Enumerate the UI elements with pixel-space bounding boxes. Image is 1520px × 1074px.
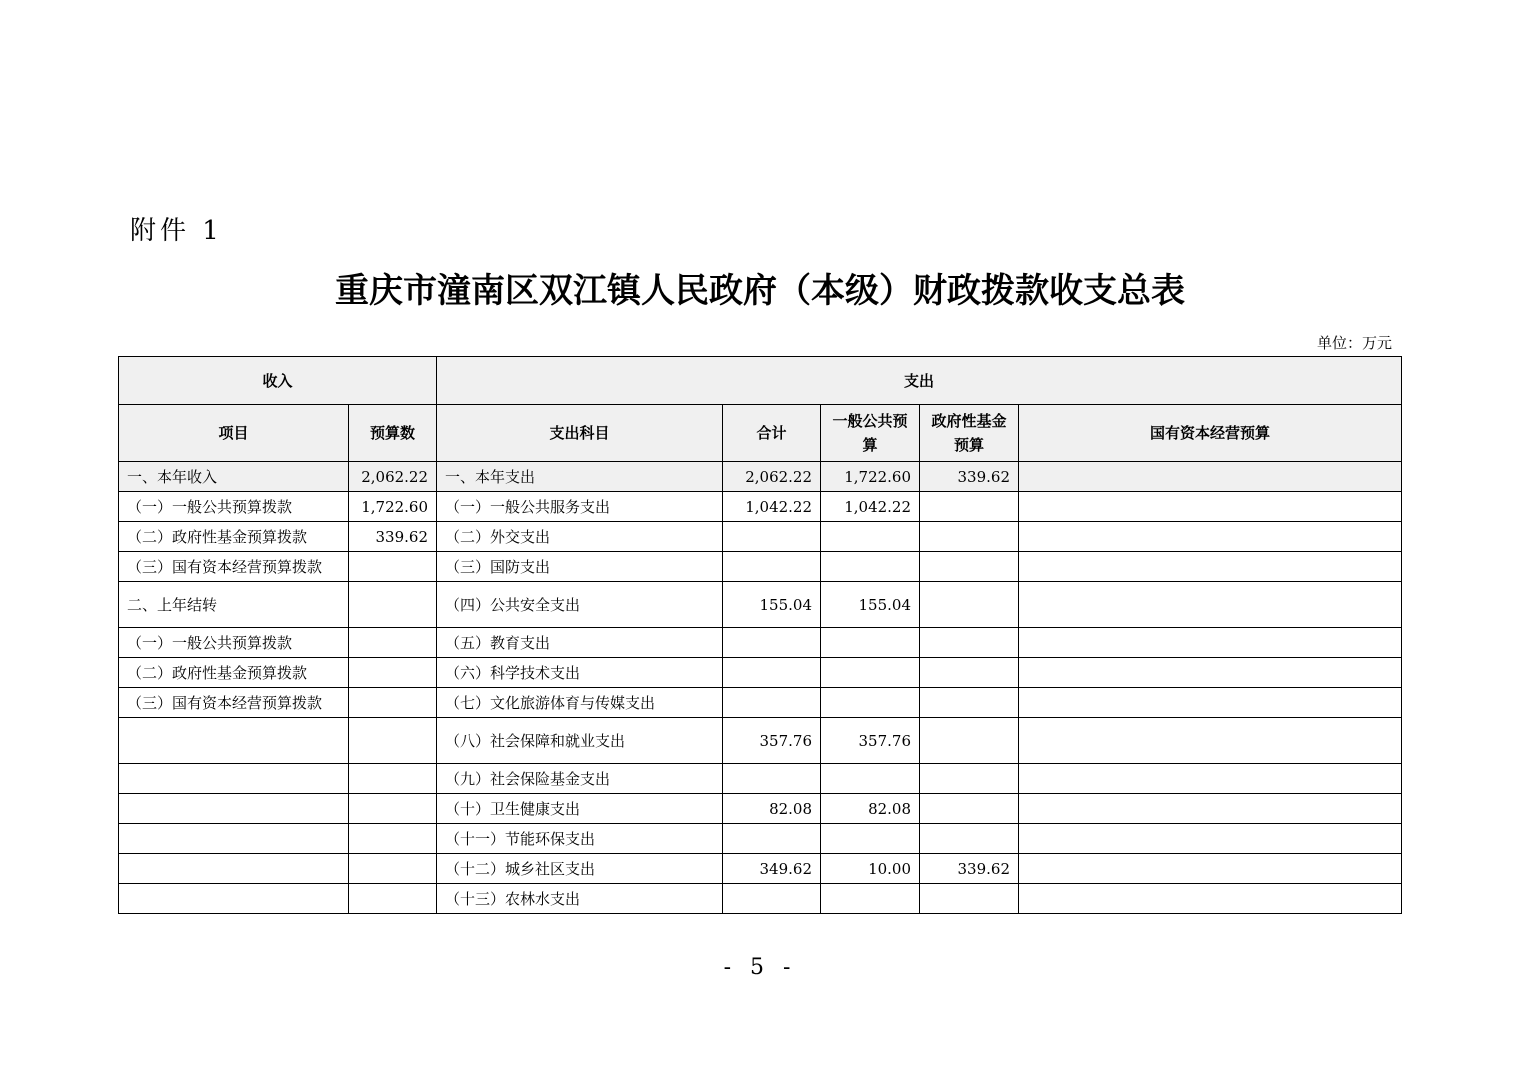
capital-cell	[1019, 462, 1402, 492]
table-row	[119, 824, 1402, 854]
budget-cell	[349, 794, 437, 824]
subject-cell: （一）一般公共服务支出	[437, 492, 723, 522]
total-cell	[723, 884, 821, 914]
page-number: - 5 -	[723, 955, 797, 980]
total-cell: 1,042.22	[723, 492, 821, 522]
budget-cell	[349, 688, 437, 718]
fund-cell	[920, 552, 1019, 582]
header-row-columns	[119, 405, 1402, 462]
income-item-cell	[119, 854, 349, 884]
income-item-cell	[119, 764, 349, 794]
budget-cell	[349, 884, 437, 914]
fund-cell	[920, 824, 1019, 854]
fund-cell	[920, 718, 1019, 764]
subject-cell: （十三）农林水支出	[437, 884, 723, 914]
table-row	[119, 854, 1402, 884]
fund-cell	[920, 628, 1019, 658]
capital-cell	[1019, 794, 1402, 824]
capital-cell	[1019, 884, 1402, 914]
income-item-cell	[119, 824, 349, 854]
general-cell	[821, 824, 920, 854]
general-cell: 357.76	[821, 718, 920, 764]
total-cell	[723, 628, 821, 658]
total-cell	[723, 658, 821, 688]
unit-label: 单位：万元	[1316, 334, 1392, 352]
table-row	[119, 522, 1402, 552]
general-cell	[821, 884, 920, 914]
fund-cell	[920, 764, 1019, 794]
subject-cell: （六）科学技术支出	[437, 658, 723, 688]
budget-cell: 2,062.22	[349, 462, 437, 492]
general-cell	[821, 522, 920, 552]
subject-cell: （三）国防支出	[437, 552, 723, 582]
general-cell: 1,722.60	[821, 462, 920, 492]
budget-cell	[349, 552, 437, 582]
total-cell	[723, 522, 821, 552]
general-cell	[821, 658, 920, 688]
table-row	[119, 628, 1402, 658]
capital-cell	[1019, 764, 1402, 794]
subject-cell: （八）社会保障和就业支出	[437, 718, 723, 764]
table-row	[119, 462, 1402, 492]
table-row	[119, 884, 1402, 914]
table-row	[119, 688, 1402, 718]
fund-cell	[920, 688, 1019, 718]
budget-cell	[349, 658, 437, 688]
total-cell	[723, 688, 821, 718]
table-row	[119, 492, 1402, 522]
capital-cell	[1019, 658, 1402, 688]
general-cell: 155.04	[821, 582, 920, 628]
table-row	[119, 718, 1402, 764]
income-item-cell: 二、上年结转	[119, 582, 349, 628]
income-item-cell: （三）国有资本经营预算拨款	[119, 552, 349, 582]
fund-cell: 339.62	[920, 854, 1019, 884]
fund-cell	[920, 492, 1019, 522]
income-item-cell: （三）国有资本经营预算拨款	[119, 688, 349, 718]
subject-cell: （十二）城乡社区支出	[437, 854, 723, 884]
total-cell	[723, 764, 821, 794]
budget-cell	[349, 718, 437, 764]
general-budget-column-header: 一般公共预算	[821, 405, 920, 462]
budget-cell	[349, 628, 437, 658]
budget-cell	[349, 582, 437, 628]
total-cell: 82.08	[723, 794, 821, 824]
expenditure-header: 支出	[437, 357, 1402, 405]
page-title: 重庆市潼南区双江镇人民政府（本级）财政拨款收支总表	[335, 271, 1185, 311]
subject-cell: 一、本年支出	[437, 462, 723, 492]
budget-cell	[349, 764, 437, 794]
subject-cell: （九）社会保险基金支出	[437, 764, 723, 794]
general-cell	[821, 688, 920, 718]
state-capital-column-header: 国有资本经营预算	[1019, 405, 1402, 462]
general-cell	[821, 764, 920, 794]
capital-cell	[1019, 492, 1402, 522]
income-header: 收入	[119, 357, 437, 405]
income-item-cell: （二）政府性基金预算拨款	[119, 522, 349, 552]
subject-cell: （四）公共安全支出	[437, 582, 723, 628]
income-item-cell: （二）政府性基金预算拨款	[119, 658, 349, 688]
capital-cell	[1019, 522, 1402, 552]
attachment-label: 附件 1	[130, 216, 223, 246]
fund-cell	[920, 884, 1019, 914]
subject-cell: （十一）节能环保支出	[437, 824, 723, 854]
capital-cell	[1019, 688, 1402, 718]
general-cell	[821, 628, 920, 658]
total-cell: 2,062.22	[723, 462, 821, 492]
item-column-header: 项目	[119, 405, 349, 462]
fund-cell	[920, 794, 1019, 824]
general-cell: 10.00	[821, 854, 920, 884]
income-item-cell: 一、本年收入	[119, 462, 349, 492]
capital-cell	[1019, 824, 1402, 854]
fund-cell	[920, 582, 1019, 628]
subject-cell: （七）文化旅游体育与传媒支出	[437, 688, 723, 718]
subject-column-header: 支出科目	[437, 405, 723, 462]
general-cell	[821, 552, 920, 582]
fund-cell	[920, 658, 1019, 688]
total-cell: 155.04	[723, 582, 821, 628]
fund-cell: 339.62	[920, 462, 1019, 492]
budget-cell	[349, 824, 437, 854]
income-item-cell	[119, 794, 349, 824]
total-cell: 349.62	[723, 854, 821, 884]
general-cell: 1,042.22	[821, 492, 920, 522]
header-row-groups	[119, 357, 1402, 405]
subject-cell: （二）外交支出	[437, 522, 723, 552]
table-row	[119, 764, 1402, 794]
table-row	[119, 794, 1402, 824]
subject-cell: （五）教育支出	[437, 628, 723, 658]
income-item-cell: （一）一般公共预算拨款	[119, 628, 349, 658]
income-item-cell: （一）一般公共预算拨款	[119, 492, 349, 522]
budget-column-header: 预算数	[349, 405, 437, 462]
table-row	[119, 658, 1402, 688]
income-item-cell	[119, 718, 349, 764]
budget-cell: 339.62	[349, 522, 437, 552]
subject-cell: （十）卫生健康支出	[437, 794, 723, 824]
capital-cell	[1019, 718, 1402, 764]
budget-cell: 1,722.60	[349, 492, 437, 522]
budget-cell	[349, 854, 437, 884]
income-item-cell	[119, 884, 349, 914]
total-column-header: 合计	[723, 405, 821, 462]
total-cell	[723, 824, 821, 854]
table-row	[119, 582, 1402, 628]
general-cell: 82.08	[821, 794, 920, 824]
total-cell: 357.76	[723, 718, 821, 764]
capital-cell	[1019, 552, 1402, 582]
capital-cell	[1019, 628, 1402, 658]
table-row	[119, 552, 1402, 582]
fiscal-summary-table	[118, 356, 1402, 914]
total-cell	[723, 552, 821, 582]
fund-cell	[920, 522, 1019, 552]
capital-cell	[1019, 854, 1402, 884]
capital-cell	[1019, 582, 1402, 628]
gov-fund-column-header: 政府性基金预算	[920, 405, 1019, 462]
